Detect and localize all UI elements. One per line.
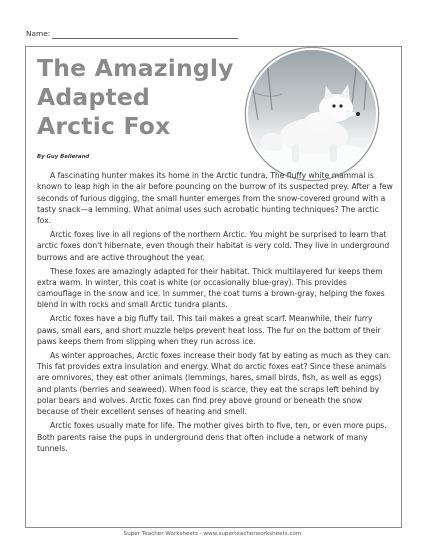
arctic-fox-photo [246, 48, 378, 180]
name-label: Name: [26, 29, 51, 38]
title-line: The Amazingly [37, 54, 234, 82]
paragraph: Arctic foxes have a big fluffy tail. This tail makes a great scarf. Meanwhile, their furry paws, small ears, and short muzzle helps prevent heat loss. The fur on the bottom of their paws keeps them from slipping when they run across ice. [37, 314, 381, 346]
paragraph: Arctic foxes live in all regions of the northern Arctic. You might be surprised to learn that arctic foxes don't hibernate, even though their habitat is very cold. They live in underground burrows and are active throughout the year. [37, 230, 390, 262]
article-title [37, 54, 237, 141]
paragraph: Arctic foxes usually mate for life. The mother gives birth to five, ten, or even more pups. Both parents raise the pups in underground dens that often include a network of many tunnels. [37, 421, 387, 453]
paragraph: These foxes are amazingly adapted for their habitat. Thick multilayered fur keeps them extra warm. In winter, this coat is white (or occasionally blue-gray). This provides camouflage in the snow and ice. In summer, the coat turns a brown-gray, helping the foxes blend in with rocks and small Arctic tundra plants. [37, 266, 385, 310]
title-line: Adapted [37, 83, 151, 111]
footer: Super Teacher Worksheets - www.superteacherworksheets.com [123, 531, 302, 537]
title-line: Arctic Fox [37, 112, 171, 140]
name-line[interactable] [52, 38, 238, 39]
byline: By Guy Bellerand [37, 154, 90, 160]
article-body [37, 170, 393, 457]
paragraph: A fascinating hunter makes its home in the Arctic tundra. The fluffy white mammal is known to leap high in the air before pouncing on the burrow of its suspected prey. After a few seconds of furious digging, the small hunter emerges from the snow-covered ground with a tasty snack—a lemming. What animal uses such acrobatic hunting techniques? The arctic fox. [37, 171, 393, 226]
paragraph: As winter approaches, Arctic foxes increase their body fat by eating as much as they can. This fat provides extra insulation and energy. What do arctic foxes eat? Since these animals are omnivores, they eat other animals (lemmings, hares, small birds, fish, as well as eggs) and plants (berries and seaweed). When food is scarce, they eat the scraps left behind by polar bears and wolves. Arctic foxes can find prey above ground or beneath the snow because of their excellent senses of hearing and smell. [37, 350, 391, 417]
